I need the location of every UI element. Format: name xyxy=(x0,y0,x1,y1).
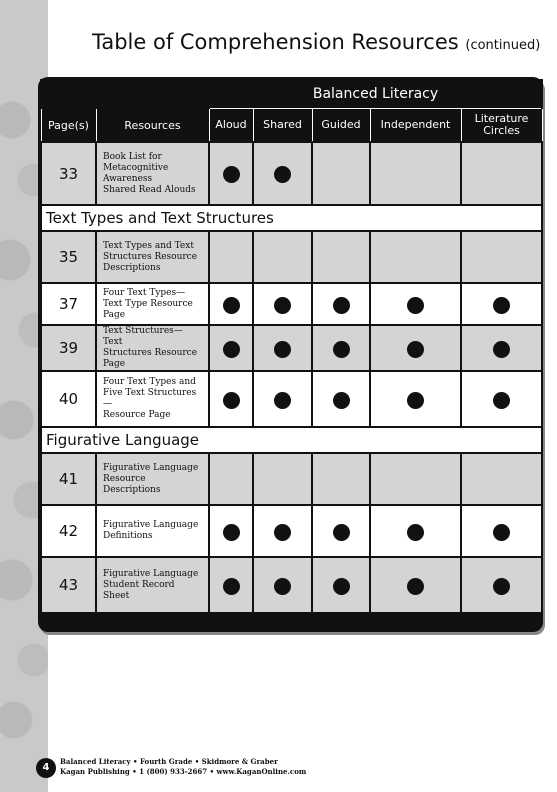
cell-guided xyxy=(312,283,370,325)
resource-line: Figurative Language xyxy=(103,520,199,530)
footer xyxy=(36,756,436,780)
resource-line: Student Record Sheet xyxy=(103,579,175,601)
filled-dot-icon xyxy=(223,524,240,541)
cell-shared xyxy=(253,231,312,283)
resource-cell xyxy=(96,142,209,205)
filled-dot-icon xyxy=(493,297,510,314)
resource-line: Four Text Types and xyxy=(103,377,196,387)
page-cell: 39 xyxy=(41,325,96,371)
filled-dot-icon xyxy=(407,297,424,314)
resource-line: Text Type Resource Page xyxy=(103,298,193,320)
page-title-text: Table of Comprehension Resources xyxy=(92,30,459,54)
table-row xyxy=(41,557,542,613)
filled-dot-icon xyxy=(274,578,291,595)
page-cell: 35 xyxy=(41,231,96,283)
filled-dot-icon xyxy=(274,297,291,314)
page-number-badge: 4 xyxy=(36,758,56,778)
filled-dot-icon xyxy=(223,166,240,183)
resource-line: Structures Resource Page xyxy=(103,348,198,369)
cell-shared xyxy=(253,557,312,613)
resources-table-frame xyxy=(38,77,543,632)
table-row xyxy=(41,453,542,505)
resource-cell xyxy=(96,231,209,283)
cell-independent xyxy=(370,283,461,325)
resource-line: Descriptions xyxy=(103,262,161,273)
resource-cell xyxy=(96,505,209,557)
cell-guided xyxy=(312,505,370,557)
section-title: Text Types and Text Structures xyxy=(41,205,542,231)
filled-dot-icon xyxy=(333,297,350,314)
resource-cell xyxy=(96,371,209,427)
cell-independent xyxy=(370,505,461,557)
cell-independent xyxy=(370,142,461,205)
section-header-row xyxy=(41,205,542,231)
filled-dot-icon xyxy=(274,166,291,183)
table-row xyxy=(41,142,542,205)
footer-line-2: Kagan Publishing • 1 (800) 933-2667 • www.KaganOnline.com xyxy=(60,767,307,776)
col-header-guided: Guided xyxy=(312,108,370,142)
resource-line: Text Structures—Text xyxy=(103,326,183,347)
cell-aloud xyxy=(209,283,253,325)
resource-line: Shared Read Alouds xyxy=(103,184,196,195)
section-title: Figurative Language xyxy=(41,427,542,453)
filled-dot-icon xyxy=(223,341,240,358)
filled-dot-icon xyxy=(223,392,240,409)
filled-dot-icon xyxy=(493,524,510,541)
page-cell: 37 xyxy=(41,283,96,325)
resource-line: Book List for xyxy=(103,151,162,162)
header-blank xyxy=(41,80,209,108)
cell-guided xyxy=(312,557,370,613)
resource-line: Definitions xyxy=(103,531,153,541)
cell-literature-circles xyxy=(461,231,542,283)
cell-aloud xyxy=(209,231,253,283)
section-header-row xyxy=(41,427,542,453)
filled-dot-icon xyxy=(493,341,510,358)
page-title xyxy=(92,30,541,54)
col-header-resources: Resources xyxy=(96,108,209,142)
cell-independent xyxy=(370,453,461,505)
filled-dot-icon xyxy=(407,392,424,409)
cell-aloud xyxy=(209,505,253,557)
filled-dot-icon xyxy=(407,341,424,358)
filled-dot-icon xyxy=(274,341,291,358)
resource-line: Resource Page xyxy=(103,410,171,420)
cell-literature-circles xyxy=(461,142,542,205)
cell-guided xyxy=(312,142,370,205)
filled-dot-icon xyxy=(407,578,424,595)
col-header-independent: Independent xyxy=(370,108,461,142)
table-row xyxy=(41,505,542,557)
col-header-literature-circles xyxy=(461,108,542,142)
cell-literature-circles xyxy=(461,557,542,613)
cell-guided xyxy=(312,231,370,283)
resource-line: Metacognitive Awareness xyxy=(103,162,169,184)
cell-guided xyxy=(312,453,370,505)
cell-literature-circles xyxy=(461,325,542,371)
filled-dot-icon xyxy=(333,392,350,409)
page-cell: 42 xyxy=(41,505,96,557)
cell-literature-circles xyxy=(461,283,542,325)
resource-line: Figurative Language xyxy=(103,462,199,473)
resources-table xyxy=(40,79,543,614)
col-header-aloud: Aloud xyxy=(209,108,253,142)
cell-shared xyxy=(253,505,312,557)
page-cell: 43 xyxy=(41,557,96,613)
filled-dot-icon xyxy=(333,578,350,595)
table-body xyxy=(41,142,542,613)
cell-guided xyxy=(312,371,370,427)
cell-independent xyxy=(370,557,461,613)
table-row xyxy=(41,231,542,283)
resource-line: Figurative Language xyxy=(103,568,199,579)
cell-literature-circles xyxy=(461,505,542,557)
col-header-page: Page(s) xyxy=(41,108,96,142)
filled-dot-icon xyxy=(333,341,350,358)
filled-dot-icon xyxy=(333,524,350,541)
col-header-literature-line1: Literature xyxy=(474,111,529,125)
cell-shared xyxy=(253,142,312,205)
filled-dot-icon xyxy=(223,578,240,595)
resource-cell xyxy=(96,557,209,613)
cell-shared xyxy=(253,283,312,325)
resource-line: Four Text Types— xyxy=(103,287,186,298)
cell-aloud xyxy=(209,142,253,205)
resource-line: Structures Resource xyxy=(103,251,198,262)
filled-dot-icon xyxy=(223,297,240,314)
resource-line: Resource Descriptions xyxy=(103,473,161,495)
page-cell: 40 xyxy=(41,371,96,427)
filled-dot-icon xyxy=(274,524,291,541)
resource-cell xyxy=(96,283,209,325)
page-cell: 41 xyxy=(41,453,96,505)
cell-shared xyxy=(253,453,312,505)
filled-dot-icon xyxy=(274,392,291,409)
col-header-literature-line2: Circles xyxy=(483,123,520,137)
table-row xyxy=(41,325,542,371)
cell-independent xyxy=(370,231,461,283)
cell-literature-circles xyxy=(461,371,542,427)
balanced-literacy-header: Balanced Literacy xyxy=(209,80,542,108)
page-cell: 33 xyxy=(41,142,96,205)
cell-shared xyxy=(253,325,312,371)
cell-aloud xyxy=(209,371,253,427)
resource-line: Text Types and Text xyxy=(103,240,194,251)
resource-line: Five Text Structures— xyxy=(103,388,197,409)
cell-literature-circles xyxy=(461,453,542,505)
col-header-shared: Shared xyxy=(253,108,312,142)
table-row xyxy=(41,371,542,427)
cell-aloud xyxy=(209,557,253,613)
cell-aloud xyxy=(209,453,253,505)
filled-dot-icon xyxy=(493,392,510,409)
cell-shared xyxy=(253,371,312,427)
resource-cell xyxy=(96,325,209,371)
resource-cell xyxy=(96,453,209,505)
cell-independent xyxy=(370,325,461,371)
footer-line-1: Balanced Literacy • Fourth Grade • Skidmore & Graber xyxy=(60,757,278,766)
filled-dot-icon xyxy=(407,524,424,541)
cell-aloud xyxy=(209,325,253,371)
page-title-suffix: (continued) xyxy=(465,38,541,53)
table-row xyxy=(41,283,542,325)
cell-independent xyxy=(370,371,461,427)
cell-guided xyxy=(312,325,370,371)
filled-dot-icon xyxy=(493,578,510,595)
